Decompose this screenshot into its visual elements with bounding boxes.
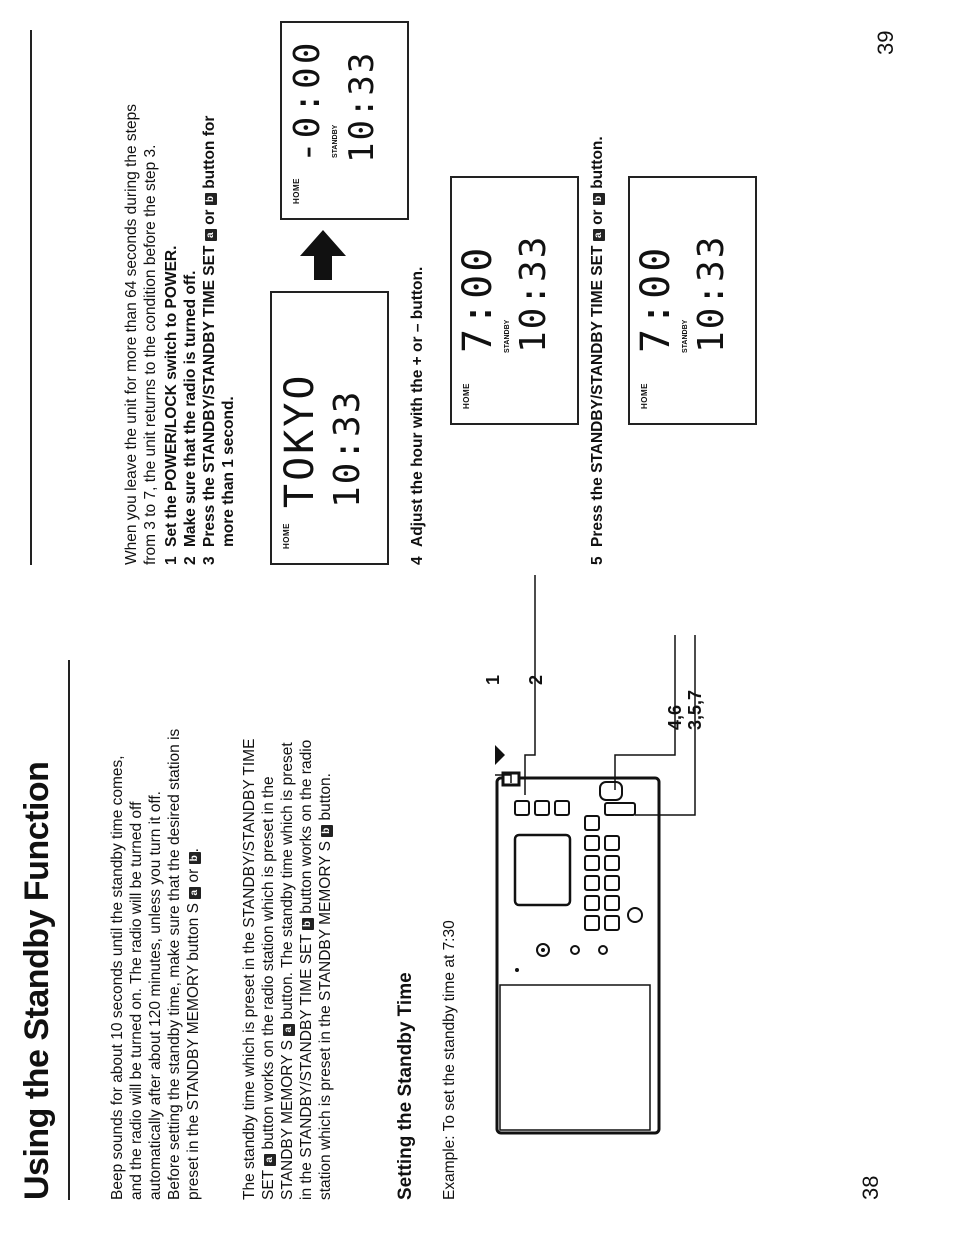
memory-line: STANDBY MEMORY S a button. The standby time which is preset: [279, 742, 296, 1200]
memory-paragraph: [240, 640, 335, 1200]
callout-3-5-7: 3,5,7: [685, 689, 705, 730]
key-b-icon: b: [593, 193, 605, 205]
timeout-note: When you leave the unit for more than 64 seconds during the steps from 3 to 7, the unit returns to the condition before the step 3.: [123, 104, 159, 565]
lcd-standby-seven: HOME 7:00 STANDBY 10:33: [628, 176, 757, 425]
page-number-right: 39: [873, 30, 898, 55]
title-rule: [68, 660, 70, 1200]
lcd-standby-time: 7:00: [633, 244, 679, 353]
memory-line: The standby time which is preset in the STANDBY/STANDBY TIME: [241, 738, 258, 1200]
lcd-standby-seven-flash: HOME 7:00 STANDBY 10:33: [450, 176, 579, 425]
key-a-icon: a: [189, 887, 201, 899]
lcd-standby-time: -0:00: [287, 39, 328, 163]
section-subtitle: Setting the Standby Time: [395, 972, 416, 1200]
lcd-clock: 10:33: [513, 234, 554, 353]
memory-line: SET a button works on the radio station which is preset in the: [260, 776, 277, 1200]
lcd-clock: 10:33: [342, 50, 382, 163]
key-a-icon: a: [264, 1154, 276, 1166]
intro-paragraph: [108, 640, 203, 1200]
lcd-tokyo: HOME TOKYO 10:33: [270, 291, 389, 565]
callout-4-6: 4,6: [665, 704, 685, 730]
memory-line: station which is preset in the STANDBY MEMORY S b button.: [317, 773, 334, 1200]
intro-line: and the radio will be turned on. The radio will be turned off: [128, 801, 145, 1200]
memory-line: in the STANDBY/STANDBY TIME SET b button works on the radio: [298, 739, 315, 1200]
steps-1-3: [162, 5, 238, 565]
step-2: 2Make sure that the radio is turned off.: [182, 270, 199, 565]
step-3-cont: more than 1 second.: [220, 396, 237, 547]
page-title: Using the Standby Function: [18, 761, 56, 1200]
key-b-icon: b: [321, 825, 333, 837]
lcd-city: TOKYO: [277, 372, 323, 508]
lcd-window: [515, 835, 570, 905]
speaker-panel: [500, 985, 650, 1130]
lcd-clock: 10:33: [691, 234, 732, 353]
jack-icon: [571, 946, 579, 954]
lcd-standby-time: 7:00: [455, 244, 501, 353]
key-a-icon: a: [593, 229, 605, 241]
indicator-dot: [515, 968, 519, 972]
lcd-clock: 10:33: [327, 389, 368, 508]
intro-line: preset in the STANDBY MEMORY button S a or b.: [185, 848, 202, 1200]
step-4: 4Adjust the hour with the + or – button.: [409, 266, 426, 565]
example-text: Example: To set the standby time at 7:30: [441, 920, 458, 1200]
step-1: 1Set the POWER/LOCK switch to POWER.: [163, 245, 180, 565]
step-3: 3Press the STANDBY/STANDBY TIME SET a or b button for: [201, 115, 218, 565]
callout-1: 1: [483, 674, 503, 685]
page-number-left: 38: [858, 1175, 883, 1200]
intro-line: Beep sounds for about 10 seconds until the standby time comes,: [109, 755, 126, 1200]
key-a-icon: a: [283, 1024, 295, 1036]
tuning-knob-icon: [628, 908, 642, 922]
lcd-standby-zero: HOME -0:00 STANDBY 10:33: [280, 21, 409, 220]
intro-line: automatically after about 120 minutes, unless you turn it off.: [147, 791, 164, 1200]
arrow-right-icon: [300, 230, 346, 280]
key-b-icon: b: [302, 918, 314, 930]
intro-line: Before setting the standby time, make sure that the desired station is: [166, 728, 183, 1200]
key-a-icon: a: [205, 229, 217, 241]
key-b-icon: b: [205, 193, 217, 205]
key-b-icon: b: [189, 852, 201, 864]
step-5: 5Press the STANDBY/STANDBY TIME SET a or b button.: [589, 136, 606, 565]
arrow-icon: [495, 743, 505, 767]
radio-illustration: [495, 575, 725, 1135]
top-rule: [30, 30, 32, 565]
jack-icon: [599, 946, 607, 954]
callout-2: 2: [526, 674, 546, 685]
